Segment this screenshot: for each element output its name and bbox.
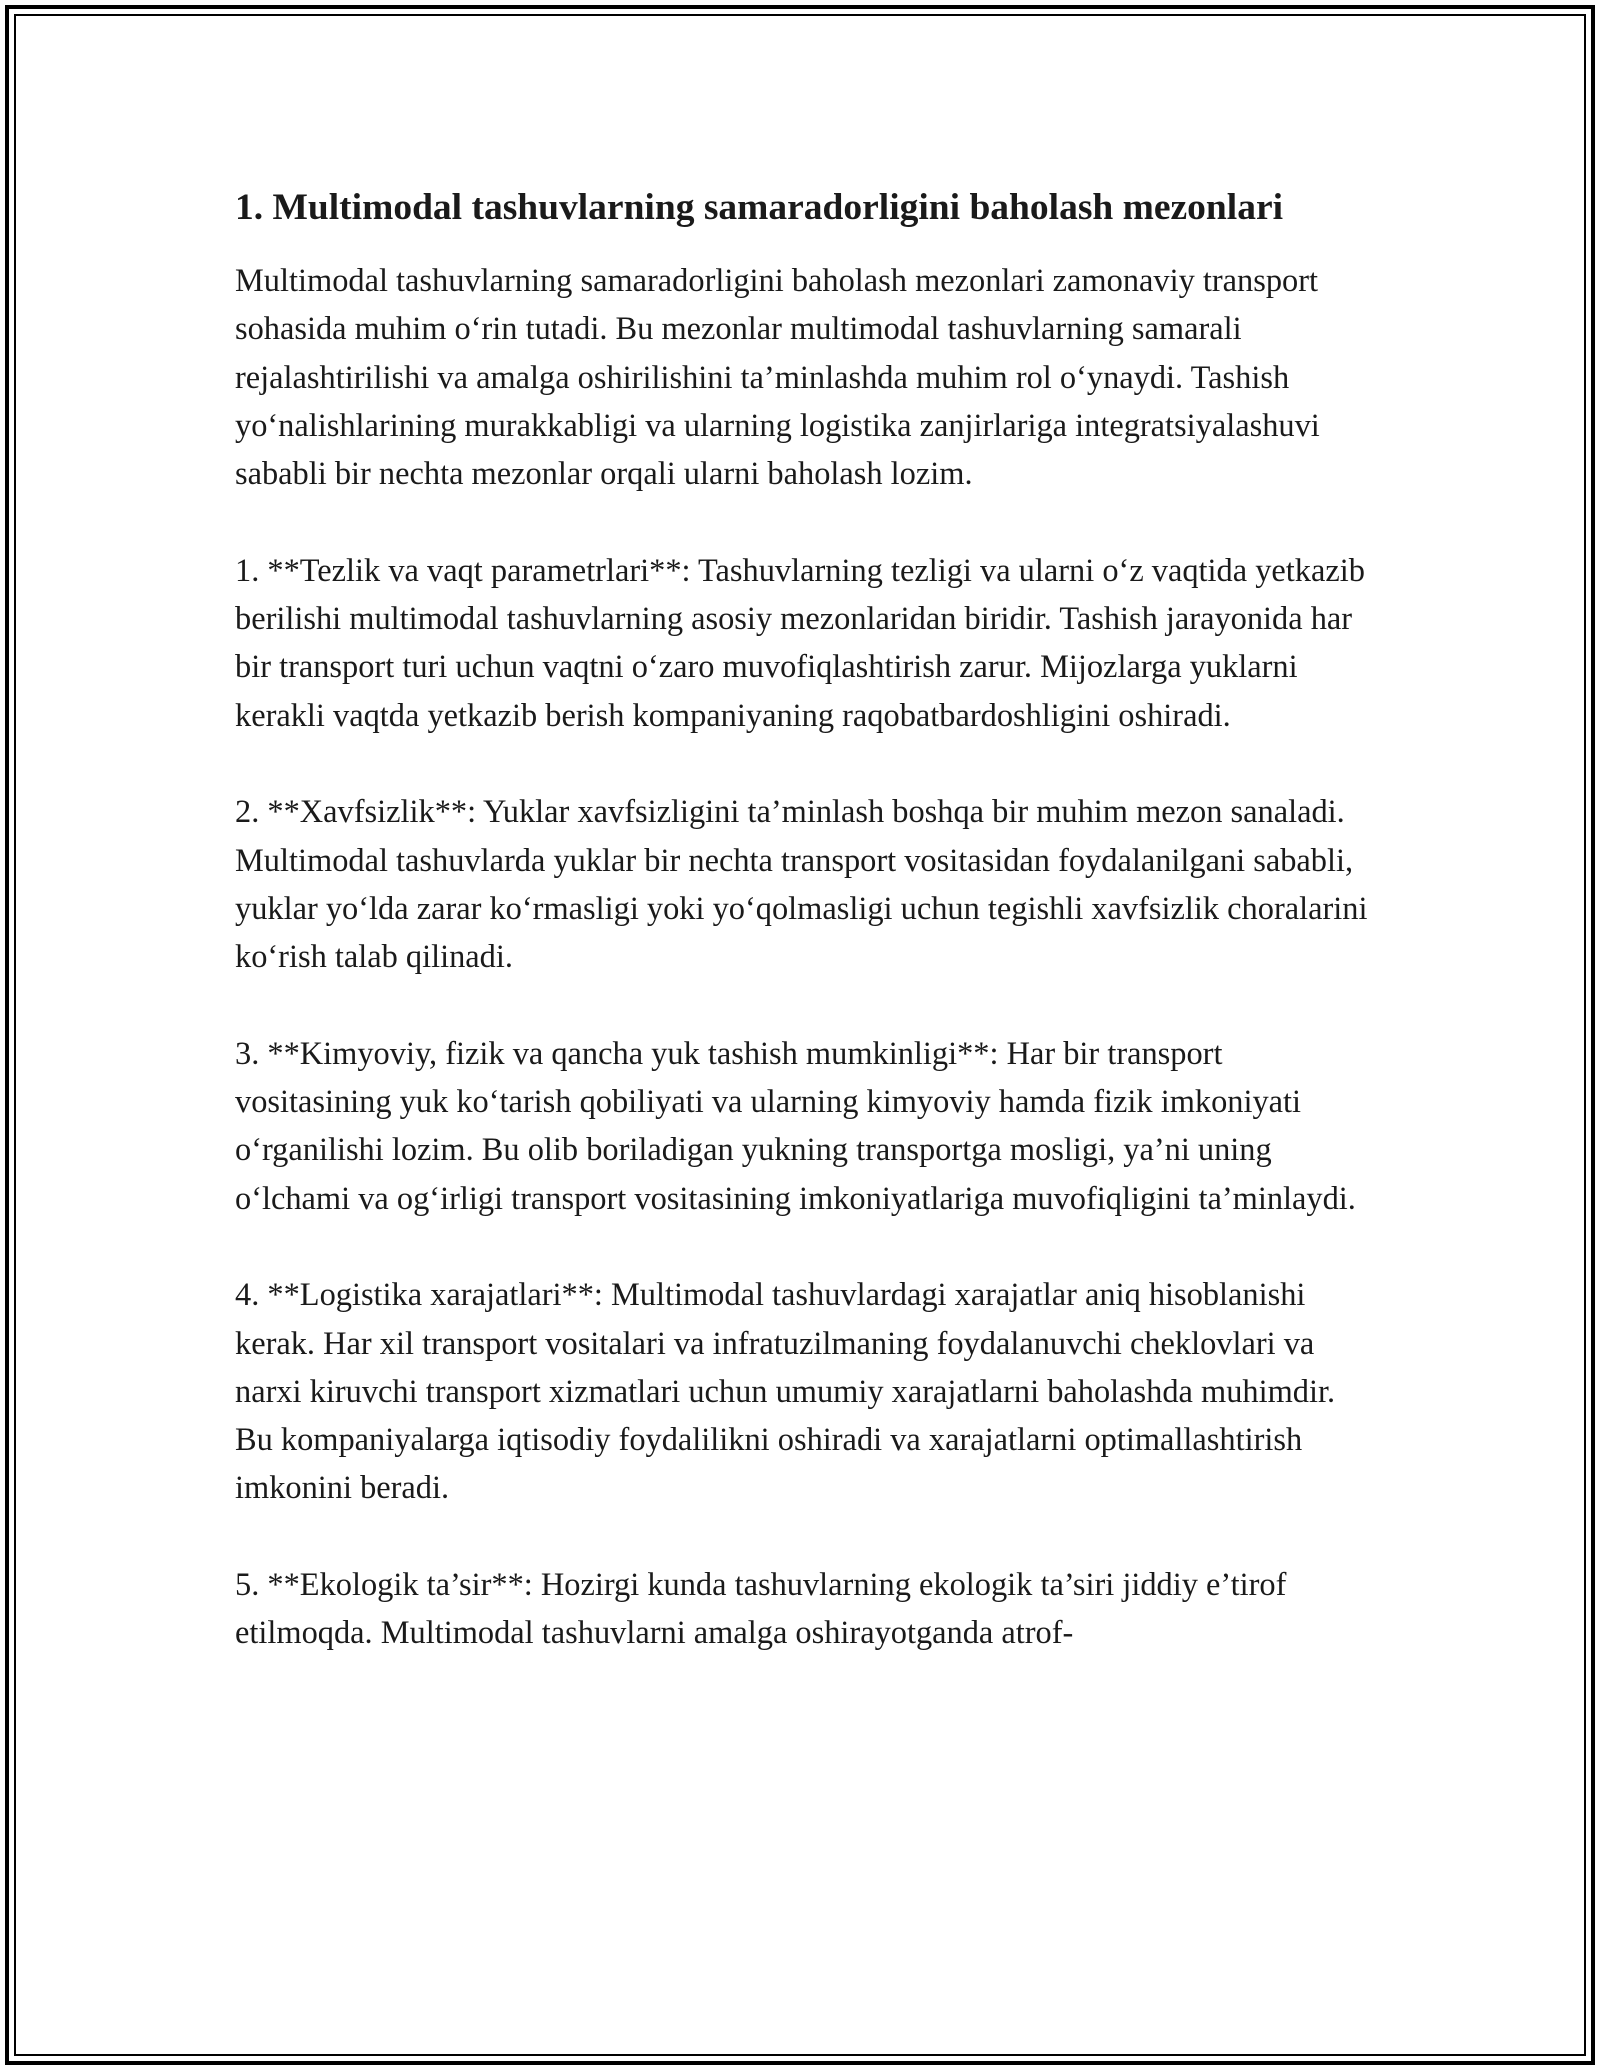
document-body [235,180,1375,1658]
paragraph-logistics-costs: 4. **Logistika xarajatlari**: Multimodal tashuvlardagi xarajatlar aniq hisoblanishi kerak. Har xil transport vositalari va infratuzilmaning foydalanuvchi cheklovlari va narxi kiruvchi transport xizmatlari uchun umumiy xarajatlarni baholashda muhimdir. Bu kompaniyalarga iqtisodiy foydalilikni oshiradi va xarajatlarni optimallashtirish imkonini beradi. [235,1277,1336,1507]
document-title: 1. Multimodal tashuvlarning samaradorligini baholash mezonlari [235,187,1284,228]
paragraph-safety: 2. **Xavfsizlik**: Yuklar xavfsizligini ta’minlash boshqa bir muhim mezon sanaladi. Multimodal tashuvlarda yuklar bir nechta transport vositasidan foydalanilgani sababli, yuklar yo‘lda zarar ko‘rmasligi yoki yo‘qolmasligi uchun tegishli xavfsizlik choralarini ko‘rish talab qilinadi. [235,794,1368,976]
paragraph-capacity: 3. **Kimyoviy, fizik va qancha yuk tashish mumkinligi**: Har bir transport vositasining yuk ko‘tarish qobiliyati va ularning kimyoviy hamda fizik imkoniyati o‘rganilishi lozim. Bu olib boriladigan yukning transportga mosligi, ya’ni uning o‘lchami va og‘irligi transport vositasining imkoniyatlariga muvofiqligini ta’minlaydi. [235,1035,1356,1217]
paragraph-ecological-impact: 5. **Ekologik ta’sir**: Hozirgi kunda tashuvlarning ekologik ta’siri jiddiy e’tirof etilmoqda. Multimodal tashuvlarni amalga oshirayotganda atrof- [235,1567,1287,1652]
intro-paragraph: Multimodal tashuvlarning samaradorligini baholash mezonlari zamonaviy transport sohasida muhim o‘rin tutadi. Bu mezonlar multimodal tashuvlarning samarali rejalashtirilishi va amalga oshirilishini ta’minlashda muhim rol o‘ynaydi. Tashish yo‘nalishlarining murakkabligi va ularning logistika zanjirlariga integratsiyalashuvi sababli bir nechta mezonlar orqali ularni baholash lozim. [235,263,1320,493]
paragraph-speed-time: 1. **Tezlik va vaqt parametrlari**: Tashuvlarning tezligi va ularni o‘z vaqtida yetkazib berilishi multimodal tashuvlarning asosiy mezonlaridan biridir. Tashish jarayonida har bir transport turi uchun vaqtni o‘zaro muvofiqlashtirish zarur. Mijozlarga yuklarni kerakli vaqtda yetkazib berish kompaniyaning raqobatbardoshligini oshiradi. [235,552,1365,734]
